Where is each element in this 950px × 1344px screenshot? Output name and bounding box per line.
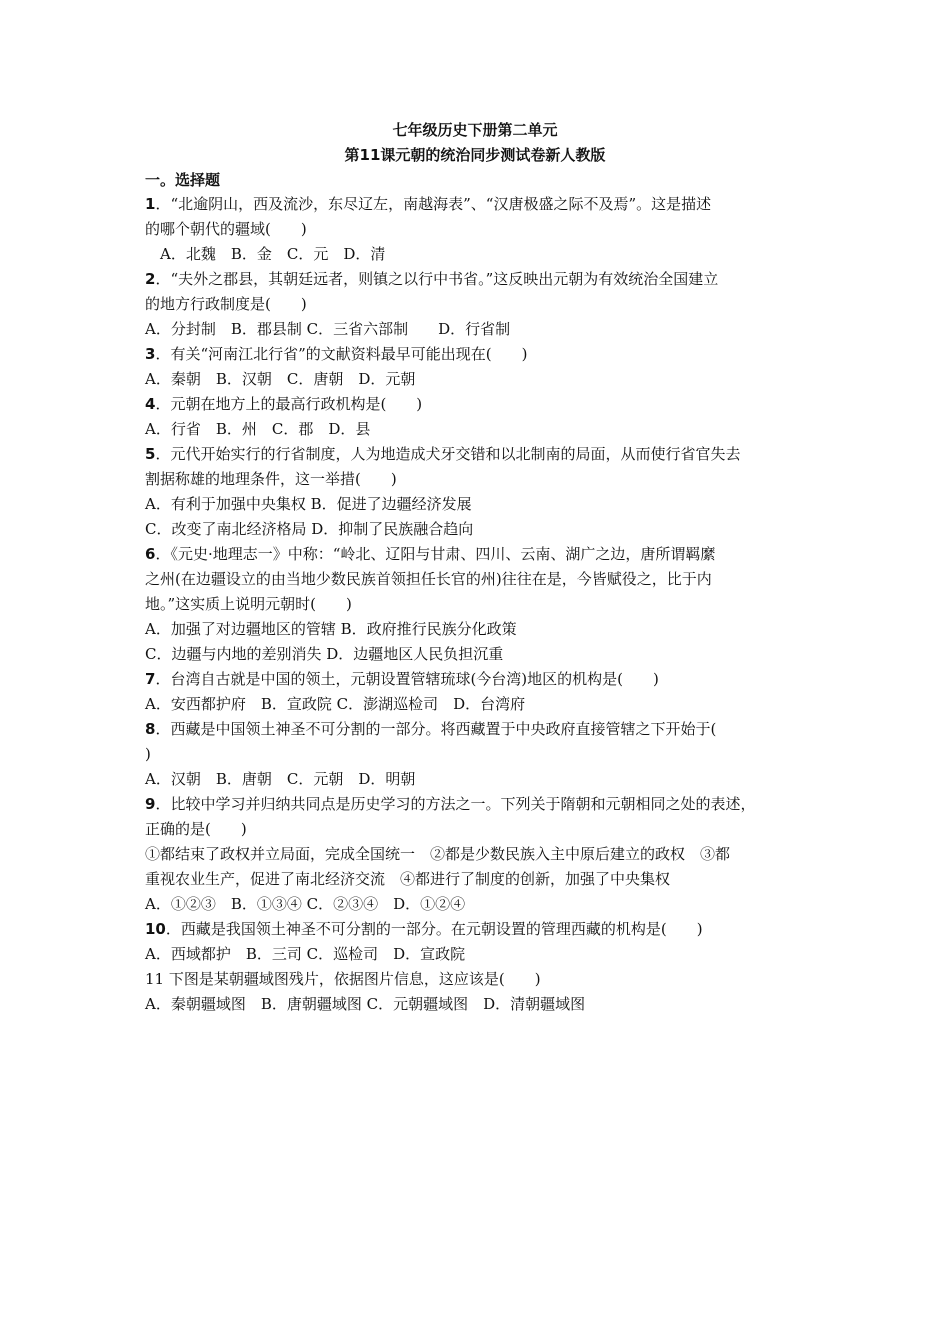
question-text: ．台湾自古就是中国的领土，元朝设置管辖琉球(今台湾)地区的机构是( ) (155, 670, 659, 688)
question-line (145, 645, 825, 663)
question-number: 2 (145, 270, 156, 288)
question-text: C．边疆与内地的差别消失 D．边疆地区人民负担沉重 (145, 645, 504, 663)
question-text: ．“北逾阴山，西及流沙，东尽辽左，南越海表”、“汉唐极盛之际不及焉”。这是描述 (155, 195, 712, 213)
question-line (145, 220, 825, 238)
question-line (145, 895, 825, 913)
question-line (145, 195, 825, 213)
question-text: 的哪个朝代的疆域( ) (145, 220, 307, 238)
question-text: ．“夫外之郡县，其朝廷远者，则镇之以行中书省。”这反映出元朝为有效统治全国建立 (155, 270, 719, 288)
question-text: A．①②③ B．①③④ C．②③④ D．①②④ (145, 895, 466, 913)
question-text: A．西域都护 B．三司 C．巡检司 D．宣政院 (145, 945, 466, 963)
question-text: A．秦朝疆域图 B．唐朝疆域图 C．元朝疆域图 D．清朝疆域图 (145, 995, 586, 1013)
question-text: 地。”这实质上说明元朝时( ) (145, 595, 352, 613)
question-number: 3 (145, 345, 156, 363)
question-line (145, 795, 825, 813)
question-line (145, 295, 825, 313)
question-line (145, 545, 825, 563)
question-line (145, 695, 825, 713)
question-text: 11 下图是某朝疆域图残片，依据图片信息，这应该是( ) (145, 970, 541, 988)
question-text: 的地方行政制度是( ) (145, 295, 307, 313)
question-number: 8 (145, 720, 156, 738)
question-number: 1 (145, 195, 156, 213)
question-line (145, 620, 825, 638)
question-line (145, 995, 825, 1013)
question-line (145, 670, 825, 688)
question-line (145, 770, 825, 788)
question-text: A．秦朝 B．汉朝 C．唐朝 D．元朝 (145, 370, 416, 388)
question-number: 6 (145, 545, 156, 563)
question-line (145, 870, 825, 888)
question-number: 10 (145, 920, 166, 938)
question-line (145, 570, 825, 588)
question-text: C．改变了南北经济格局 D．抑制了民族融合趋向 (145, 520, 474, 538)
question-line (145, 970, 825, 988)
question-text: 之州(在边疆设立的由当地少数民族首领担任长官的州)往往在是，今皆赋役之，比于内 (145, 570, 712, 588)
question-text: A．有利于加强中央集权 B．促进了边疆经济发展 (145, 495, 472, 513)
question-line (145, 370, 825, 388)
question-text: ．西藏是我国领土神圣不可分割的一部分。在元朝设置的管理西藏的机构是( ) (165, 920, 703, 938)
question-line (145, 945, 825, 963)
question-text: ．有关“河南江北行省”的文献资料最早可能出现在( ) (155, 345, 528, 363)
question-line (145, 345, 825, 363)
question-line (145, 520, 825, 538)
question-number: 9 (145, 795, 156, 813)
question-line (145, 445, 825, 463)
document-title-line-2: 第11课元朝的统治同步测试卷新人教版 (344, 146, 606, 164)
question-number: 5 (145, 445, 156, 463)
question-line (145, 495, 825, 513)
question-line (145, 720, 825, 738)
question-line (145, 470, 825, 488)
question-line (145, 420, 825, 438)
question-line (145, 920, 825, 938)
question-text: A．分封制 B．郡县制 C．三省六部制 D．行省制 (145, 320, 511, 338)
question-text: ) (145, 745, 151, 763)
question-text: ．比较中学习并归纳共同点是历史学习的方法之一。下列关于隋朝和元朝相同之处的表述， (155, 795, 756, 813)
question-line (145, 745, 825, 763)
question-line (145, 320, 825, 338)
question-text: A．行省 B．州 C．郡 D．县 (145, 420, 371, 438)
question-text: ．西藏是中国领土神圣不可分割的一部分。将西藏置于中央政府直接管辖之下开始于( (155, 720, 717, 738)
question-line (145, 845, 825, 863)
question-text: ．元代开始实行的行省制度，人为地造成犬牙交错和以北制南的局面，从而使行省官失去 (155, 445, 741, 463)
question-text: 正确的是( ) (145, 820, 247, 838)
question-text: A．安西都护府 B．宣政院 C．澎湖巡检司 D．台湾府 (145, 695, 526, 713)
question-line (145, 270, 825, 288)
question-text: A．汉朝 B．唐朝 C．元朝 D．明朝 (145, 770, 416, 788)
question-text: ①都结束了政权并立局面，完成全国统一 ②都是少数民族入主中原后建立的政权 ③都 (145, 845, 731, 863)
question-text: A．北魏 B．金 C．元 D．清 (160, 245, 386, 263)
question-line (145, 395, 825, 413)
question-line (145, 595, 825, 613)
question-text: A．加强了对边疆地区的管辖 B．政府推行民族分化政策 (145, 620, 517, 638)
question-line (160, 245, 840, 263)
question-text: 割据称雄的地理条件，这一举措( ) (145, 470, 397, 488)
question-text: ．《元史·地理志一》中称：“岭北、辽阳与甘肃、四川、云南、湖广之边，唐所谓羁縻 (155, 545, 716, 563)
section-heading: 一。选择题 (145, 171, 221, 189)
question-number: 7 (145, 670, 156, 688)
document-title-line-1: 七年级历史下册第二单元 (392, 121, 558, 139)
question-text: ．元朝在地方上的最高行政机构是( ) (155, 395, 423, 413)
question-number: 4 (145, 395, 156, 413)
question-text: 重视农业生产，促进了南北经济交流 ④都进行了制度的创新，加强了中央集权 (145, 870, 671, 888)
question-line (145, 820, 825, 838)
